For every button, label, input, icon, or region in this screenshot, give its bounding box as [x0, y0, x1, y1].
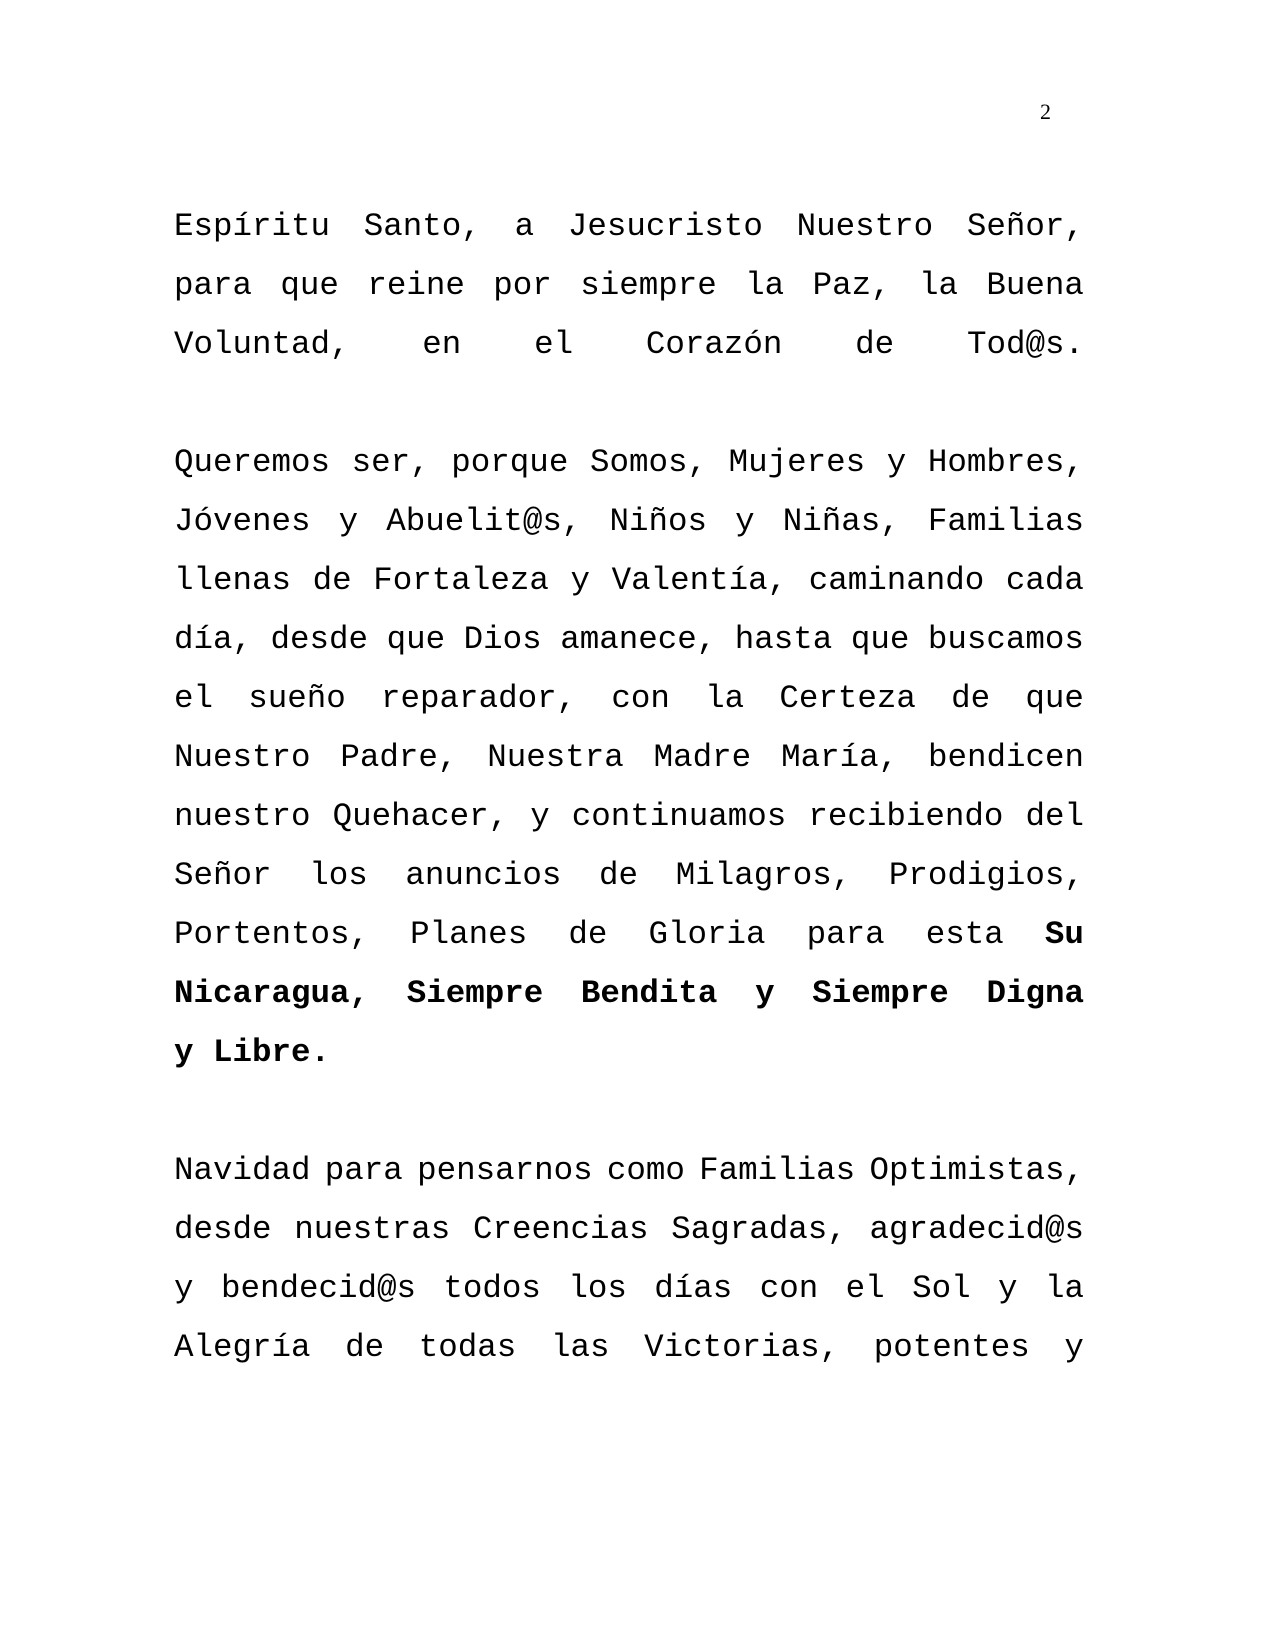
word: Niñas,	[782, 503, 900, 540]
word: el	[534, 326, 574, 363]
word: potentes	[873, 1329, 1030, 1366]
text-line	[174, 618, 1084, 662]
word: Espíritu	[174, 208, 331, 245]
word: y	[174, 1034, 194, 1071]
word: Corazón	[645, 326, 783, 363]
text-line	[174, 972, 1084, 1016]
word: amanece,	[560, 621, 717, 658]
word: Planes	[410, 916, 528, 953]
word: y	[174, 1270, 194, 1307]
word: Paz,	[812, 267, 891, 304]
text-line	[174, 264, 1084, 308]
word: Nicaragua,	[174, 975, 370, 1012]
word: nuestro	[174, 798, 311, 835]
word: Santo,	[363, 208, 481, 245]
word: caminando	[808, 562, 985, 599]
text-line	[174, 500, 1084, 544]
word: desde	[174, 1211, 272, 1248]
word: Dios	[463, 621, 542, 658]
word: bendecid@s	[220, 1270, 416, 1307]
word: Jesucristo	[567, 208, 763, 245]
word: con	[611, 680, 670, 717]
word: el	[845, 1270, 885, 1307]
page-number: 2	[1040, 99, 1051, 124]
word: Siempre	[812, 975, 949, 1012]
word: de	[855, 326, 895, 363]
text-line	[174, 677, 1084, 721]
word: para	[174, 267, 253, 304]
word: y	[998, 1270, 1018, 1307]
word: reparador,	[381, 680, 577, 717]
word: Alegría	[174, 1329, 311, 1366]
word: pensarnos	[417, 1152, 593, 1189]
word: porque	[451, 444, 569, 481]
word: de	[345, 1329, 385, 1366]
word: Somos,	[589, 444, 707, 481]
word: desde	[270, 621, 369, 658]
word: siempre	[580, 267, 717, 304]
word: Gloria	[648, 916, 766, 953]
text-line	[174, 323, 1084, 367]
text-line	[174, 441, 1084, 485]
word: Familias	[699, 1152, 856, 1189]
word: y	[886, 444, 907, 481]
text-line	[174, 736, 1084, 780]
word: Nuestro	[796, 208, 934, 245]
word: las	[550, 1329, 610, 1366]
word: la	[705, 680, 745, 717]
word: Voluntad,	[174, 326, 350, 363]
text-line	[174, 1267, 1084, 1311]
word: Creencias	[472, 1211, 649, 1248]
word: los	[309, 857, 368, 894]
word: la	[1044, 1270, 1084, 1307]
word: Mujeres	[728, 444, 866, 481]
word: hasta	[734, 621, 833, 658]
word: de	[951, 680, 991, 717]
word: recibiendo	[808, 798, 1004, 835]
word: para	[324, 1152, 403, 1189]
word: Certeza	[779, 680, 916, 717]
word: continuamos	[571, 798, 787, 835]
word: y	[570, 562, 590, 599]
word: de	[599, 857, 639, 894]
word: Bendita	[580, 975, 718, 1012]
word: por	[493, 267, 552, 304]
text-line	[174, 1326, 1084, 1370]
word: como	[606, 1152, 685, 1189]
word: y	[755, 975, 775, 1012]
word: María,	[781, 739, 899, 776]
word: Señor	[174, 857, 272, 894]
word: Navidad	[174, 1152, 311, 1189]
word: de	[312, 562, 352, 599]
word: Jóvenes	[174, 503, 311, 540]
word: bendicen	[927, 739, 1084, 776]
text-line	[174, 913, 1084, 957]
word: Quehacer,	[332, 798, 509, 835]
word: todos	[443, 1270, 541, 1307]
text-line	[174, 795, 1084, 839]
word: que	[386, 621, 446, 658]
word: Sagradas,	[671, 1211, 847, 1248]
word: agradecid@s	[869, 1211, 1084, 1248]
word: Niños	[609, 503, 707, 540]
word: del	[1025, 798, 1084, 835]
word: para	[806, 916, 885, 953]
word: Tod@s.	[966, 326, 1084, 363]
word: Su	[1044, 916, 1084, 953]
word: con	[759, 1270, 819, 1307]
word: y	[530, 798, 550, 835]
word: Buena	[986, 267, 1084, 304]
word: y	[338, 503, 359, 540]
word: días	[654, 1270, 733, 1307]
word: la	[745, 267, 785, 304]
word: cada	[1005, 562, 1084, 599]
word: Sol	[912, 1270, 971, 1307]
word: que	[280, 267, 339, 304]
word: día,	[174, 621, 253, 658]
word: todas	[418, 1329, 517, 1366]
word: Fortaleza	[373, 562, 549, 599]
word: y	[1064, 1329, 1084, 1366]
word: sueño	[248, 680, 346, 717]
word: y	[735, 503, 755, 540]
word: los	[568, 1270, 627, 1307]
text-line	[174, 205, 1084, 249]
word: Nuestra	[487, 739, 624, 776]
text-line	[174, 1149, 1084, 1193]
text-line	[174, 1031, 350, 1075]
word: Familias	[927, 503, 1084, 540]
word: Victorias,	[644, 1329, 840, 1366]
word: Queremos	[174, 444, 331, 481]
text-line	[174, 1208, 1084, 1252]
text-line	[174, 559, 1084, 603]
word: Hombres,	[927, 444, 1084, 481]
word: de	[568, 916, 608, 953]
word: la	[918, 267, 958, 304]
word: Portentos,	[174, 916, 370, 953]
word: buscamos	[927, 621, 1084, 658]
word: reine	[367, 267, 465, 304]
word: a	[514, 208, 535, 245]
word: Madre	[653, 739, 752, 776]
word: ser,	[351, 444, 430, 481]
word: que	[1025, 680, 1084, 717]
word: Libre.	[213, 1034, 331, 1071]
word: Optimistas,	[869, 1152, 1084, 1189]
word: Prodigios,	[888, 857, 1084, 894]
word: Padre,	[340, 739, 458, 776]
word: llenas	[174, 562, 292, 599]
word: el	[174, 680, 214, 717]
word: en	[422, 326, 462, 363]
word: Valentía,	[611, 562, 788, 599]
word: Milagros,	[675, 857, 852, 894]
word: Señor,	[966, 208, 1084, 245]
word: que	[850, 621, 910, 658]
word: Siempre	[406, 975, 544, 1012]
word: Digna	[986, 975, 1084, 1012]
text-line	[174, 854, 1084, 898]
word: esta	[925, 916, 1004, 953]
word: nuestras	[294, 1211, 451, 1248]
word: Nuestro	[174, 739, 311, 776]
word: anuncios	[405, 857, 562, 894]
word: Abuelit@s,	[386, 503, 582, 540]
